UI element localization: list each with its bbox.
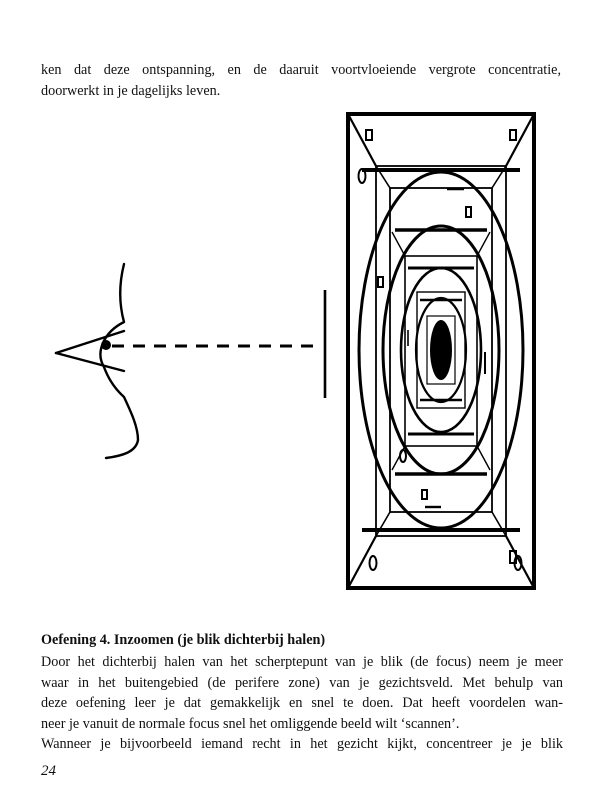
exercise-line: waar in het buitengebied (de perifere zone) van je gezichtsveld. Met behulp van [41,674,563,691]
exercise-line: Door het dichterbij halen van het scherptepunt van je blik (de focus) neem je meer [41,654,563,670]
intro-line: ken dat deze ontspanning, en de daaruit voortvloeiende vergrote concentratie, [41,62,561,78]
eye-upper-line [56,331,124,353]
exercise-paragraph [41,652,563,755]
exercise-line: deze oefening leer je dat gemakkelijk en snel te doen. Dat heeft voordelen wan- [41,695,563,711]
eye-pupil [101,340,111,350]
face-outline [101,264,138,458]
central-focus-point [430,320,452,380]
exercise-heading: Oefening 4. Inzoomen (je blik dichterbij halen) [41,632,326,648]
intro-line: doorwerkt in je dagelijks leven. [41,83,221,99]
eye-lower-line [56,353,124,371]
exercise-line: Wanneer je bijvoorbeeld iemand recht in het gezicht kijkt, concentreer je je blik [41,736,563,752]
exercise-line: neer je vanuit de normale focus snel het omliggende beeld wilt ‘scannen’. [41,715,460,732]
face-profile [56,264,138,458]
page-number: 24 [41,763,56,779]
